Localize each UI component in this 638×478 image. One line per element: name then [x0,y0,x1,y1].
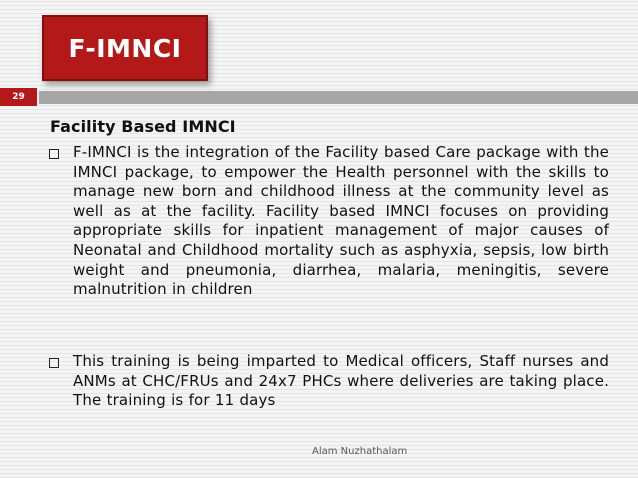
bullet-text: This training is being imparted to Medical officers, Staff nurses and ANMs at CHC/FRUs and 24x7 PHCs where deliveries are taking place. The training is for 11 days [73,352,609,410]
slide-title-box [42,15,208,81]
footer-author: Alam Nuzhathalam [312,446,408,457]
bullet-item [49,143,609,300]
slide-title: F-IMNCI [68,33,182,63]
section-heading: Facility Based IMNCI [50,117,236,136]
checkbox-square-icon [49,358,59,368]
checkbox-square-icon [49,149,59,159]
bullet-item [49,352,609,411]
slide-number-badge [0,88,37,106]
header-divider-bar [39,91,638,104]
bullet-text: F-IMNCI is the integration of the Facility based Care package with the IMNCI package, to empower the Health personnel with the skills to manage new born and childhood illness at the community level as well as at the facility. Facility based IMNCI focuses on providing appropriate skills for inpatient management of major causes of Neonatal and Childhood mortality such as asphyxia, sepsis, low birth weight and pneumonia, diarrhea, malaria, meningitis, severe malnutrition in children [73,143,609,299]
slide-number: 29 [12,92,25,102]
